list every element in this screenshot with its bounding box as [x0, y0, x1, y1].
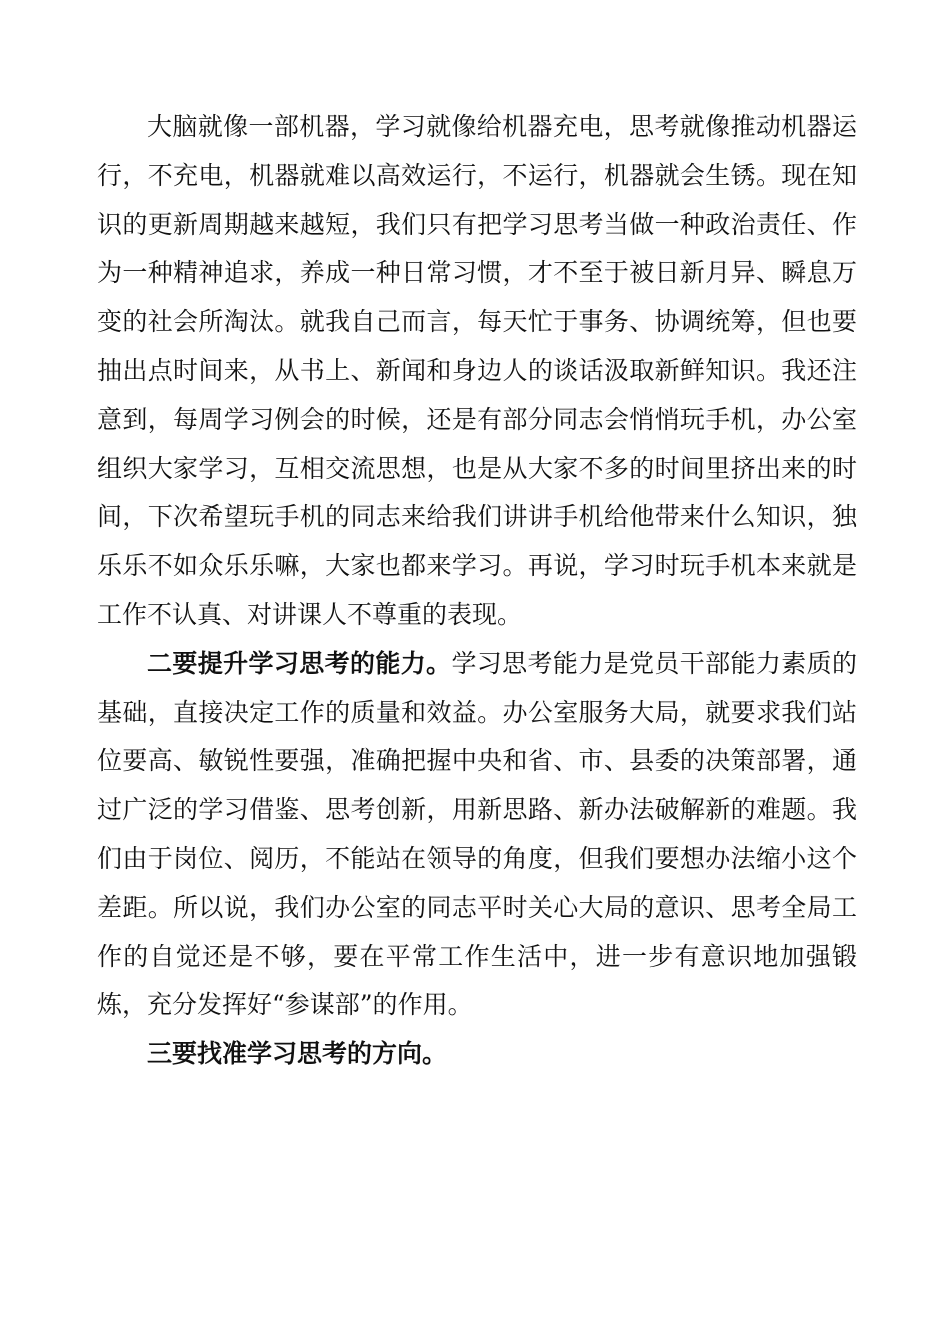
paragraph-text: 大脑就像一部机器，学习就像给机器充电，思考就像推动机器运行，不充电，机器就难以高效运行，不运行，机器就会生锈。现在知识的更新周期越来越短，我们只有把学习思考当做一种政治责任、作为一种精神追求，养成一种日常习惯，才不至于被日新月异、瞬息万变的社会所淘汰。就我自己而言，每天忙于事务、协调统筹，但也要抽出点时间来，从书上、新闻和身边人的谈话汲取新鲜知识。我还注意到，每周学习例会的时候，还是有部分同志会悄悄玩手机，办公室组织大家学习，互相交流思想，也是从大家不多的时间里挤出来的时间，下次希望玩手机的同志来给我们讲讲手机给他带来什么知识，独乐乐不如众乐乐嘛，大家也都来学习。再说，学习时玩手机本来就是工作不认真、对讲课人不尊重的表现。	[97, 112, 857, 629]
paragraph-lead: 二要提升学习思考的能力。	[147, 648, 452, 678]
document-page	[97, 103, 857, 1079]
paragraph-find-direction	[97, 1030, 857, 1079]
paragraph-brain-machine	[97, 103, 857, 640]
paragraph-text: 学习思考能力是党员干部能力素质的基础，直接决定工作的质量和效益。办公室服务大局，就要求我们站位要高、敏锐性要强，准确把握中央和省、市、县委的决策部署，通过广泛的学习借鉴、思考创新，用新思路、新办法破解新的难题。我们由于岗位、阅历，不能站在领导的角度，但我们要想办法缩小这个差距。所以说，我们办公室的同志平时关心大局的意识、思考全局工作的自觉还是不够，要在平常工作生活中，进一步有意识地加强锻炼，充分发挥好“参谋部”的作用。	[97, 648, 857, 1020]
paragraph-improve-ability	[97, 640, 857, 1030]
paragraph-lead: 三要找准学习思考的方向。	[147, 1039, 448, 1069]
